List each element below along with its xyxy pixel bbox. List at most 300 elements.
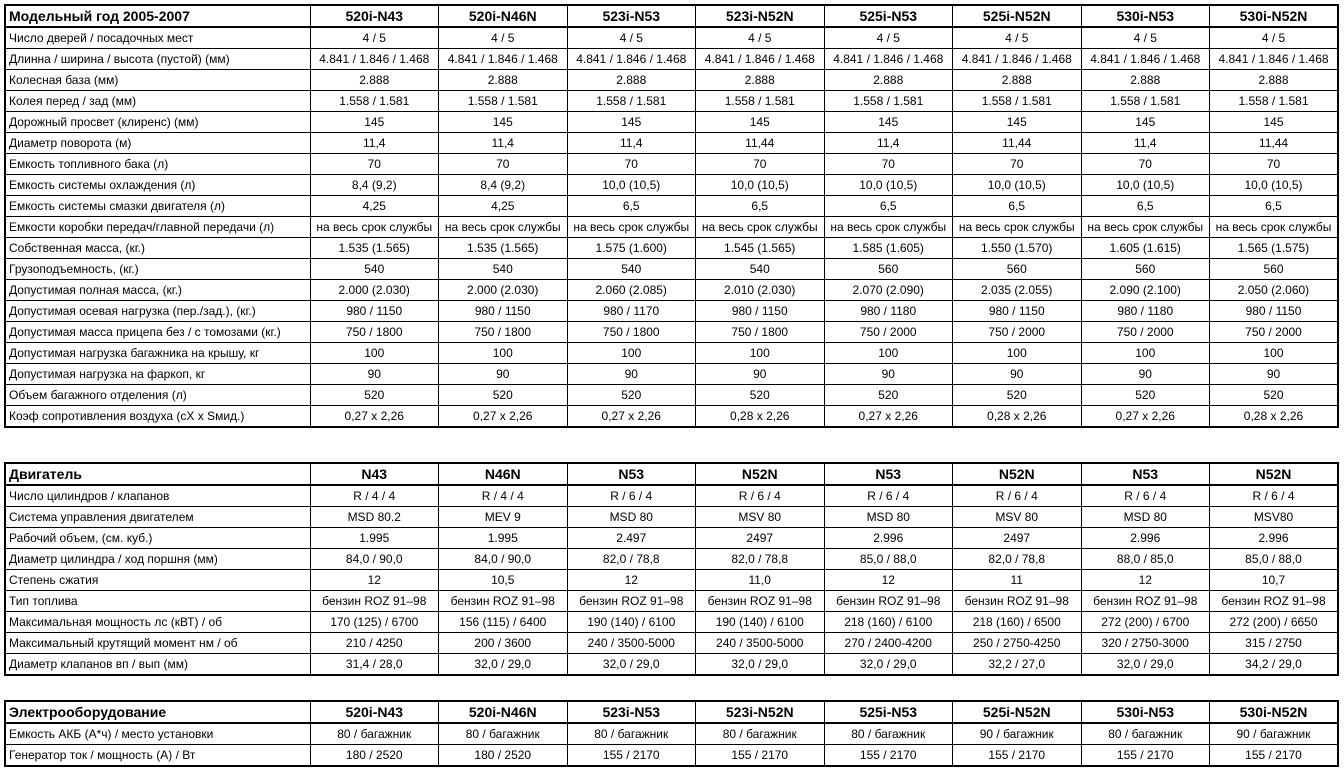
- table-cell: 980 / 1170: [567, 301, 696, 322]
- table-cell: 11,4: [310, 133, 439, 154]
- table-cell: 2.035 (2.055): [953, 280, 1082, 301]
- table-cell: 90: [953, 364, 1082, 385]
- table-row: [5, 322, 1338, 343]
- table-row: [5, 745, 1338, 767]
- table-cell: MSD 80: [1081, 507, 1210, 528]
- engine-specs-table: [4, 462, 1339, 676]
- table-cell: 0,27 x 2,26: [439, 406, 568, 428]
- table-cell: 2.070 (2.090): [824, 280, 953, 301]
- table-cell: R / 6 / 4: [567, 485, 696, 507]
- table-row: [5, 196, 1338, 217]
- table-cell: 1.535 (1.565): [310, 238, 439, 259]
- table-cell: 560: [1081, 259, 1210, 280]
- column-header: 525i-N53: [824, 701, 953, 723]
- table-header-row: [5, 5, 1338, 27]
- table-cell: на весь срок службы: [310, 217, 439, 238]
- table-cell: 520: [953, 385, 1082, 406]
- table-cell: 270 / 2400-4200: [824, 633, 953, 654]
- column-header: 530i-N52N: [1210, 5, 1339, 27]
- table-cell: 90 / багажник: [953, 723, 1082, 745]
- table-row: [5, 528, 1338, 549]
- table-row: [5, 238, 1338, 259]
- table-cell: 80 / багажник: [567, 723, 696, 745]
- column-header: 523i-N53: [567, 5, 696, 27]
- table-cell: 84,0 / 90,0: [439, 549, 568, 570]
- table-cell: 980 / 1150: [953, 301, 1082, 322]
- table-cell: 2.000 (2.030): [310, 280, 439, 301]
- table-cell: 11,44: [696, 133, 825, 154]
- table-cell: 2.010 (2.030): [696, 280, 825, 301]
- column-header: 520i-N46N: [439, 5, 568, 27]
- table-cell: 2.060 (2.085): [567, 280, 696, 301]
- table-cell: 540: [439, 259, 568, 280]
- table-cell: на весь срок службы: [953, 217, 1082, 238]
- table-cell: 11: [953, 570, 1082, 591]
- table-cell: 155 / 2170: [1210, 745, 1339, 767]
- table-cell: 272 (200) / 6650: [1210, 612, 1339, 633]
- table-row: [5, 259, 1338, 280]
- section-title: Модельный год 2005-2007: [5, 5, 310, 27]
- row-label: Допустимая полная масса, (кг.): [5, 280, 310, 301]
- table-row: [5, 301, 1338, 322]
- table-cell: 12: [824, 570, 953, 591]
- table-cell: 4 / 5: [1081, 27, 1210, 49]
- table-cell: 145: [953, 112, 1082, 133]
- table-cell: 90: [1081, 364, 1210, 385]
- table-cell: бензин ROZ 91–98: [439, 591, 568, 612]
- table-cell: на весь срок службы: [1210, 217, 1339, 238]
- table-cell: 100: [567, 343, 696, 364]
- table-row: [5, 27, 1338, 49]
- table-cell: на весь срок службы: [696, 217, 825, 238]
- table-cell: 750 / 1800: [310, 322, 439, 343]
- table-cell: 4 / 5: [567, 27, 696, 49]
- table-cell: 10,0 (10,5): [1210, 175, 1339, 196]
- column-header: 525i-N52N: [953, 5, 1082, 27]
- column-header: 525i-N53: [824, 5, 953, 27]
- table-cell: R / 4 / 4: [439, 485, 568, 507]
- table-cell: 1.558 / 1.581: [1081, 91, 1210, 112]
- table-cell: 180 / 2520: [439, 745, 568, 767]
- table-cell: 560: [1210, 259, 1339, 280]
- table-cell: 4.841 / 1.846 / 1.468: [439, 49, 568, 70]
- table-cell: 980 / 1180: [1081, 301, 1210, 322]
- table-cell: 520: [310, 385, 439, 406]
- table-cell: 980 / 1150: [310, 301, 439, 322]
- table-cell: 100: [439, 343, 568, 364]
- row-label: Число цилиндров / клапанов: [5, 485, 310, 507]
- row-label: Диаметр поворота (м): [5, 133, 310, 154]
- table-cell: 315 / 2750: [1210, 633, 1339, 654]
- table-cell: 2.996: [824, 528, 953, 549]
- row-label: Дорожный просвет (клиренс) (мм): [5, 112, 310, 133]
- table-cell: 0,27 x 2,26: [310, 406, 439, 428]
- table-cell: 560: [953, 259, 1082, 280]
- table-cell: бензин ROZ 91–98: [953, 591, 1082, 612]
- table-cell: MSD 80: [567, 507, 696, 528]
- table-cell: 560: [824, 259, 953, 280]
- table-cell: 155 / 2170: [824, 745, 953, 767]
- row-label: Собственная масса, (кг.): [5, 238, 310, 259]
- table-row: [5, 343, 1338, 364]
- table-cell: 8,4 (9,2): [310, 175, 439, 196]
- table-cell: 200 / 3600: [439, 633, 568, 654]
- table-cell: MSV 80: [953, 507, 1082, 528]
- table-cell: 145: [310, 112, 439, 133]
- row-label: Емкость системы охлаждения (л): [5, 175, 310, 196]
- table-cell: 190 (140) / 6100: [567, 612, 696, 633]
- table-cell: 88,0 / 85,0: [1081, 549, 1210, 570]
- table-cell: 0,28 x 2,26: [1210, 406, 1339, 428]
- table-cell: 1.558 / 1.581: [824, 91, 953, 112]
- table-cell: 90 / багажник: [1210, 723, 1339, 745]
- table-row: [5, 154, 1338, 175]
- table-cell: 240 / 3500-5000: [567, 633, 696, 654]
- table-cell: 145: [696, 112, 825, 133]
- table-row: [5, 633, 1338, 654]
- column-header: 520i-N43: [310, 5, 439, 27]
- table-cell: 1.995: [310, 528, 439, 549]
- table-cell: 2.996: [1210, 528, 1339, 549]
- table-cell: 1.550 (1.570): [953, 238, 1082, 259]
- row-label: Емкость системы смазки двигателя (л): [5, 196, 310, 217]
- table-cell: 70: [1210, 154, 1339, 175]
- table-cell: 180 / 2520: [310, 745, 439, 767]
- table-cell: 4 / 5: [310, 27, 439, 49]
- table-row: [5, 591, 1338, 612]
- table-row: [5, 485, 1338, 507]
- table-cell: 80 / багажник: [439, 723, 568, 745]
- table-cell: 2.888: [1210, 70, 1339, 91]
- table-cell: 6,5: [953, 196, 1082, 217]
- table-cell: 0,27 x 2,26: [1081, 406, 1210, 428]
- table-cell: 2497: [696, 528, 825, 549]
- table-cell: 540: [567, 259, 696, 280]
- table-cell: 100: [696, 343, 825, 364]
- table-cell: R / 6 / 4: [953, 485, 1082, 507]
- column-header: N53: [1081, 463, 1210, 485]
- table-row: [5, 364, 1338, 385]
- table-cell: 2.090 (2.100): [1081, 280, 1210, 301]
- column-header: 520i-N46N: [439, 701, 568, 723]
- table-cell: 70: [439, 154, 568, 175]
- table-cell: 4 / 5: [824, 27, 953, 49]
- table-cell: 2.888: [696, 70, 825, 91]
- table-cell: 0,28 x 2,26: [696, 406, 825, 428]
- table-cell: 155 / 2170: [567, 745, 696, 767]
- table-cell: R / 6 / 4: [696, 485, 825, 507]
- table-cell: 31,4 / 28,0: [310, 654, 439, 676]
- row-label: Рабочий объем, (см. куб.): [5, 528, 310, 549]
- table-cell: 100: [953, 343, 1082, 364]
- table-row: [5, 175, 1338, 196]
- table-cell: 6,5: [567, 196, 696, 217]
- row-label: Коэф сопротивления воздуха (cX x Sмид.): [5, 406, 310, 428]
- table-row: [5, 723, 1338, 745]
- table-cell: 1.558 / 1.581: [439, 91, 568, 112]
- table-cell: 4 / 5: [953, 27, 1082, 49]
- table-cell: 10,0 (10,5): [953, 175, 1082, 196]
- table-row: [5, 49, 1338, 70]
- table-cell: MEV 9: [439, 507, 568, 528]
- column-header: 530i-N52N: [1210, 701, 1339, 723]
- table-cell: 4.841 / 1.846 / 1.468: [310, 49, 439, 70]
- table-cell: MSD 80.2: [310, 507, 439, 528]
- table-cell: 2.996: [1081, 528, 1210, 549]
- table-cell: 90: [1210, 364, 1339, 385]
- table-cell: 980 / 1150: [696, 301, 825, 322]
- table-row: [5, 570, 1338, 591]
- table-cell: 218 (160) / 6500: [953, 612, 1082, 633]
- row-label: Емкость АКБ (А*ч) / место установки: [5, 723, 310, 745]
- table-cell: 2.888: [953, 70, 1082, 91]
- general-specs-table: [4, 4, 1339, 428]
- table-cell: 32,0 / 29,0: [1081, 654, 1210, 676]
- table-row: [5, 70, 1338, 91]
- table-cell: MSD 80: [824, 507, 953, 528]
- table-cell: 100: [310, 343, 439, 364]
- table-cell: 1.995: [439, 528, 568, 549]
- table-row: [5, 507, 1338, 528]
- table-row: [5, 91, 1338, 112]
- table-cell: 32,0 / 29,0: [696, 654, 825, 676]
- table-cell: 4.841 / 1.846 / 1.468: [824, 49, 953, 70]
- row-label: Колея перед / зад (мм): [5, 91, 310, 112]
- table-cell: 100: [824, 343, 953, 364]
- column-header: N52N: [953, 463, 1082, 485]
- row-label: Колесная база (мм): [5, 70, 310, 91]
- table-cell: бензин ROZ 91–98: [824, 591, 953, 612]
- section-title: Электрооборудование: [5, 701, 310, 723]
- table-cell: 12: [567, 570, 696, 591]
- table-row: [5, 654, 1338, 676]
- table-header-row: [5, 701, 1338, 723]
- row-label: Степень сжатия: [5, 570, 310, 591]
- table-cell: 6,5: [696, 196, 825, 217]
- row-label: Емкость топливного бака (л): [5, 154, 310, 175]
- table-cell: 1.565 (1.575): [1210, 238, 1339, 259]
- table-row: [5, 280, 1338, 301]
- table-cell: бензин ROZ 91–98: [1210, 591, 1339, 612]
- table-cell: 100: [1210, 343, 1339, 364]
- table-cell: 4 / 5: [439, 27, 568, 49]
- column-header: 523i-N52N: [696, 701, 825, 723]
- table-cell: 1.558 / 1.581: [310, 91, 439, 112]
- table-cell: 190 (140) / 6100: [696, 612, 825, 633]
- table-row: [5, 385, 1338, 406]
- table-cell: 155 / 2170: [953, 745, 1082, 767]
- table-cell: R / 4 / 4: [310, 485, 439, 507]
- table-cell: 70: [696, 154, 825, 175]
- column-header: 525i-N52N: [953, 701, 1082, 723]
- table-header-row: [5, 463, 1338, 485]
- column-header: 530i-N53: [1081, 5, 1210, 27]
- table-cell: 84,0 / 90,0: [310, 549, 439, 570]
- table-cell: 90: [439, 364, 568, 385]
- table-cell: 4.841 / 1.846 / 1.468: [1081, 49, 1210, 70]
- table-cell: R / 6 / 4: [824, 485, 953, 507]
- column-header: N53: [824, 463, 953, 485]
- table-row: [5, 133, 1338, 154]
- table-cell: 145: [1210, 112, 1339, 133]
- table-cell: 100: [1081, 343, 1210, 364]
- table-cell: 1.558 / 1.581: [696, 91, 825, 112]
- table-cell: 145: [439, 112, 568, 133]
- table-cell: 85,0 / 88,0: [1210, 549, 1339, 570]
- table-cell: R / 6 / 4: [1210, 485, 1339, 507]
- table-row: [5, 549, 1338, 570]
- row-label: Грузоподъемность, (кг.): [5, 259, 310, 280]
- table-cell: 11,44: [1210, 133, 1339, 154]
- table-cell: 32,0 / 29,0: [824, 654, 953, 676]
- column-header: N52N: [1210, 463, 1339, 485]
- table-cell: 10,7: [1210, 570, 1339, 591]
- table-cell: 1.558 / 1.581: [567, 91, 696, 112]
- table-cell: 145: [567, 112, 696, 133]
- table-cell: 540: [310, 259, 439, 280]
- table-cell: 520: [1081, 385, 1210, 406]
- column-header: N46N: [439, 463, 568, 485]
- table-cell: бензин ROZ 91–98: [1081, 591, 1210, 612]
- table-cell: 1.535 (1.565): [439, 238, 568, 259]
- row-label: Допустимая масса прицепа без / с томозами (кг.): [5, 322, 310, 343]
- table-cell: 156 (115) / 6400: [439, 612, 568, 633]
- column-header: 523i-N53: [567, 701, 696, 723]
- table-cell: 10,0 (10,5): [696, 175, 825, 196]
- table-cell: 90: [310, 364, 439, 385]
- table-cell: 90: [567, 364, 696, 385]
- table-cell: 82,0 / 78,8: [953, 549, 1082, 570]
- table-cell: 1.545 (1.565): [696, 238, 825, 259]
- table-cell: 2.888: [439, 70, 568, 91]
- table-cell: 750 / 1800: [439, 322, 568, 343]
- table-cell: 82,0 / 78,8: [567, 549, 696, 570]
- table-cell: 4.841 / 1.846 / 1.468: [1210, 49, 1339, 70]
- table-cell: 0,28 x 2,26: [953, 406, 1082, 428]
- table-row: [5, 112, 1338, 133]
- table-cell: бензин ROZ 91–98: [567, 591, 696, 612]
- table-cell: 520: [696, 385, 825, 406]
- table-cell: 12: [310, 570, 439, 591]
- table-cell: 218 (160) / 6100: [824, 612, 953, 633]
- table-cell: 272 (200) / 6700: [1081, 612, 1210, 633]
- table-cell: 750 / 2000: [824, 322, 953, 343]
- row-label: Максимальный крутящий момент нм / об: [5, 633, 310, 654]
- table-cell: 980 / 1150: [1210, 301, 1339, 322]
- table-cell: 70: [310, 154, 439, 175]
- table-cell: 540: [696, 259, 825, 280]
- table-cell: 32,2 / 27,0: [953, 654, 1082, 676]
- table-cell: 750 / 2000: [1081, 322, 1210, 343]
- table-cell: 10,0 (10,5): [824, 175, 953, 196]
- table-cell: 4 / 5: [1210, 27, 1339, 49]
- table-cell: 4.841 / 1.846 / 1.468: [953, 49, 1082, 70]
- table-cell: 10,0 (10,5): [567, 175, 696, 196]
- table-cell: 210 / 4250: [310, 633, 439, 654]
- table-cell: 34,2 / 29,0: [1210, 654, 1339, 676]
- row-label: Число дверей / посадочных мест: [5, 27, 310, 49]
- table-cell: 1.558 / 1.581: [1210, 91, 1339, 112]
- table-cell: 6,5: [824, 196, 953, 217]
- table-cell: 170 (125) / 6700: [310, 612, 439, 633]
- row-label: Длинна / ширина / высота (пустой) (мм): [5, 49, 310, 70]
- table-cell: 2.888: [567, 70, 696, 91]
- table-cell: 70: [824, 154, 953, 175]
- table-cell: 155 / 2170: [696, 745, 825, 767]
- column-header: N43: [310, 463, 439, 485]
- table-cell: 2.888: [824, 70, 953, 91]
- table-cell: MSV 80: [696, 507, 825, 528]
- table-cell: 520: [1210, 385, 1339, 406]
- table-cell: 520: [567, 385, 696, 406]
- electrical-specs-table: [4, 700, 1339, 767]
- table-cell: на весь срок службы: [439, 217, 568, 238]
- table-cell: 320 / 2750-3000: [1081, 633, 1210, 654]
- table-cell: 4,25: [439, 196, 568, 217]
- table-cell: 80 / багажник: [824, 723, 953, 745]
- table-cell: 32,0 / 29,0: [439, 654, 568, 676]
- table-cell: 4,25: [310, 196, 439, 217]
- row-label: Емкости коробки передач/главной передачи (л): [5, 217, 310, 238]
- table-cell: 980 / 1150: [439, 301, 568, 322]
- table-cell: 11,4: [1081, 133, 1210, 154]
- table-cell: 10,0 (10,5): [1081, 175, 1210, 196]
- table-cell: 980 / 1180: [824, 301, 953, 322]
- table-cell: 6,5: [1081, 196, 1210, 217]
- table-cell: бензин ROZ 91–98: [696, 591, 825, 612]
- table-cell: 145: [824, 112, 953, 133]
- table-cell: на весь срок службы: [567, 217, 696, 238]
- table-cell: 750 / 2000: [1210, 322, 1339, 343]
- table-cell: 80 / багажник: [696, 723, 825, 745]
- column-header: N52N: [696, 463, 825, 485]
- column-header: N53: [567, 463, 696, 485]
- table-cell: 520: [439, 385, 568, 406]
- table-cell: 70: [953, 154, 1082, 175]
- row-label: Диаметр клапанов вп / вып (мм): [5, 654, 310, 676]
- table-cell: 8,4 (9,2): [439, 175, 568, 196]
- row-label: Объем багажного отделения (л): [5, 385, 310, 406]
- table-row: [5, 612, 1338, 633]
- table-cell: 70: [1081, 154, 1210, 175]
- table-cell: 11,44: [953, 133, 1082, 154]
- table-cell: 11,0: [696, 570, 825, 591]
- table-cell: 2497: [953, 528, 1082, 549]
- table-cell: 80 / багажник: [310, 723, 439, 745]
- row-label: Допустимая нагрузка на фаркоп, кг: [5, 364, 310, 385]
- table-cell: 4 / 5: [696, 27, 825, 49]
- table-cell: 250 / 2750-4250: [953, 633, 1082, 654]
- table-cell: 85,0 / 88,0: [824, 549, 953, 570]
- table-cell: 520: [824, 385, 953, 406]
- row-label: Диаметр цилиндра / ход поршня (мм): [5, 549, 310, 570]
- table-cell: 155 / 2170: [1081, 745, 1210, 767]
- section-title: Двигатель: [5, 463, 310, 485]
- table-cell: MSV80: [1210, 507, 1339, 528]
- table-cell: 2.888: [1081, 70, 1210, 91]
- row-label: Допустимая осевая нагрузка (пер./зад.), (кг.): [5, 301, 310, 322]
- column-header: 523i-N52N: [696, 5, 825, 27]
- table-cell: 2.888: [310, 70, 439, 91]
- table-cell: 6,5: [1210, 196, 1339, 217]
- table-cell: 90: [696, 364, 825, 385]
- row-label: Допустимая нагрузка багажника на крышу, кг: [5, 343, 310, 364]
- table-cell: 1.558 / 1.581: [953, 91, 1082, 112]
- table-cell: 1.585 (1.605): [824, 238, 953, 259]
- row-label: Генератор ток / мощность (А) / Вт: [5, 745, 310, 767]
- table-cell: 2.000 (2.030): [439, 280, 568, 301]
- table-cell: 2.497: [567, 528, 696, 549]
